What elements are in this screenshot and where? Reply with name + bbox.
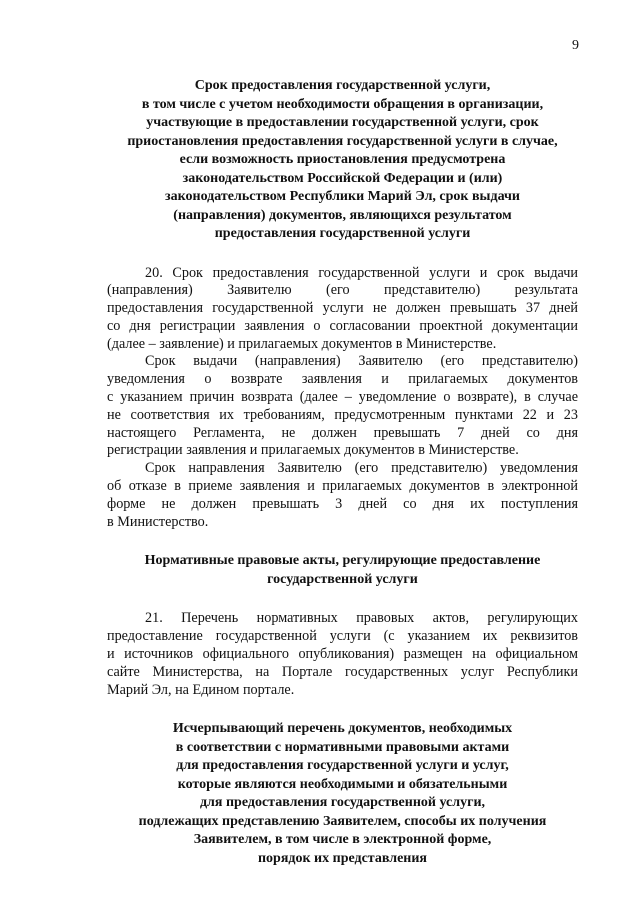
heading-line: если возможность приостановления предусмотрена: [179, 152, 506, 167]
heading-line: Заявителем, в том числе в электронной форме,: [193, 832, 492, 848]
paragraph-line: уведомления о возврате заявления и прилагаемых документов: [107, 371, 578, 388]
paragraph-line: в Министерство.: [107, 513, 209, 530]
paragraph-line: настоящего Регламента, не должен превышать 7 дней со дня: [107, 424, 578, 441]
heading-line: приостановления предоставления государственной услуги в случае,: [127, 133, 558, 149]
heading-line: предоставления государственной услуги: [214, 226, 471, 241]
paragraph-20-refusal-notice: [107, 460, 578, 531]
paragraph-line: 20. Срок предоставления государственной услуги и срок выдачи: [145, 264, 578, 281]
heading-line: в соответствии с нормативными правовыми актами: [175, 739, 510, 755]
paragraph-line: Марий Эл, на Едином портале.: [107, 681, 295, 698]
heading-line: подлежащих представлению Заявителем, способы их получения: [138, 813, 547, 829]
heading-line: участвующие в предоставлении государственной услуги, срок: [146, 115, 539, 130]
paragraph-line: об отказе в приеме заявления и прилагаемых документов в электронной: [107, 478, 578, 495]
paragraph-line: сайте Министерства, на Портале государственных услуг Республики: [107, 663, 578, 680]
paragraph-line: не соответствия их требованиям, предусмотренным пунктами 22 и 23: [107, 406, 578, 423]
paragraph-line: с указанием причин возврата (далее – уведомление о возврате), в случае: [107, 389, 578, 406]
heading-line: Срок предоставления государственной услуги,: [194, 78, 491, 93]
heading-line: для предоставления государственной услуги и услуг,: [176, 758, 509, 774]
heading-line: государственной услуги: [267, 571, 418, 587]
paragraph-21: [107, 610, 578, 699]
paragraph-line: Срок выдачи (направления) Заявителю (его представителю): [145, 353, 578, 370]
paragraph-line: предоставления государственной услуги не должен превышать 37 дней: [107, 300, 578, 317]
paragraph-line: регистрации заявления и прилагаемых документов в Министерстве.: [107, 442, 519, 459]
heading-line: Нормативные правовые акты, регулирующие предоставление: [144, 553, 541, 569]
heading-line: законодательством Российской Федерации и (или): [182, 170, 503, 186]
paragraph-line: со дня регистрации заявления о согласовании проектной документации: [107, 317, 578, 334]
paragraph-line: и источников официального опубликования) размещен на официальном: [107, 646, 578, 663]
paragraph-line: 21. Перечень нормативных правовых актов, регулирующих: [145, 610, 578, 627]
paragraph-line: (далее – заявление) и прилагаемых документов в Министерстве.: [107, 335, 497, 352]
paragraph-line: форме не должен превышать 3 дней со дня их поступления: [107, 495, 578, 512]
paragraph-20: [107, 265, 578, 354]
paragraph-line: предоставление государственной услуги (с указанием их реквизитов: [107, 628, 578, 645]
paragraph-line: Срок направления Заявителю (его представителю) уведомления: [145, 460, 578, 477]
section-heading-legal-acts: [107, 552, 578, 589]
page-number: 9: [572, 38, 579, 53]
paragraph-20-return-notice: [107, 353, 578, 460]
heading-line: Исчерпывающий перечень документов, необходимых: [172, 721, 513, 737]
heading-line: законодательством Республики Марий Эл, срок выдачи: [165, 189, 520, 204]
section-heading-documents-list: [107, 720, 578, 868]
paragraph-line: (направления) Заявителю (его представителю) результата: [107, 282, 578, 299]
section-heading-service-term: [107, 77, 578, 244]
heading-line: которые являются необходимыми и обязательными: [177, 776, 508, 792]
heading-line: в том числе с учетом необходимости обращения в организации,: [141, 96, 544, 112]
heading-line: порядок их представления: [257, 850, 428, 866]
heading-line: (направления) документов, являющихся результатом: [173, 207, 512, 223]
page-content: [107, 77, 578, 868]
heading-line: для предоставления государственной услуги,: [199, 795, 486, 811]
